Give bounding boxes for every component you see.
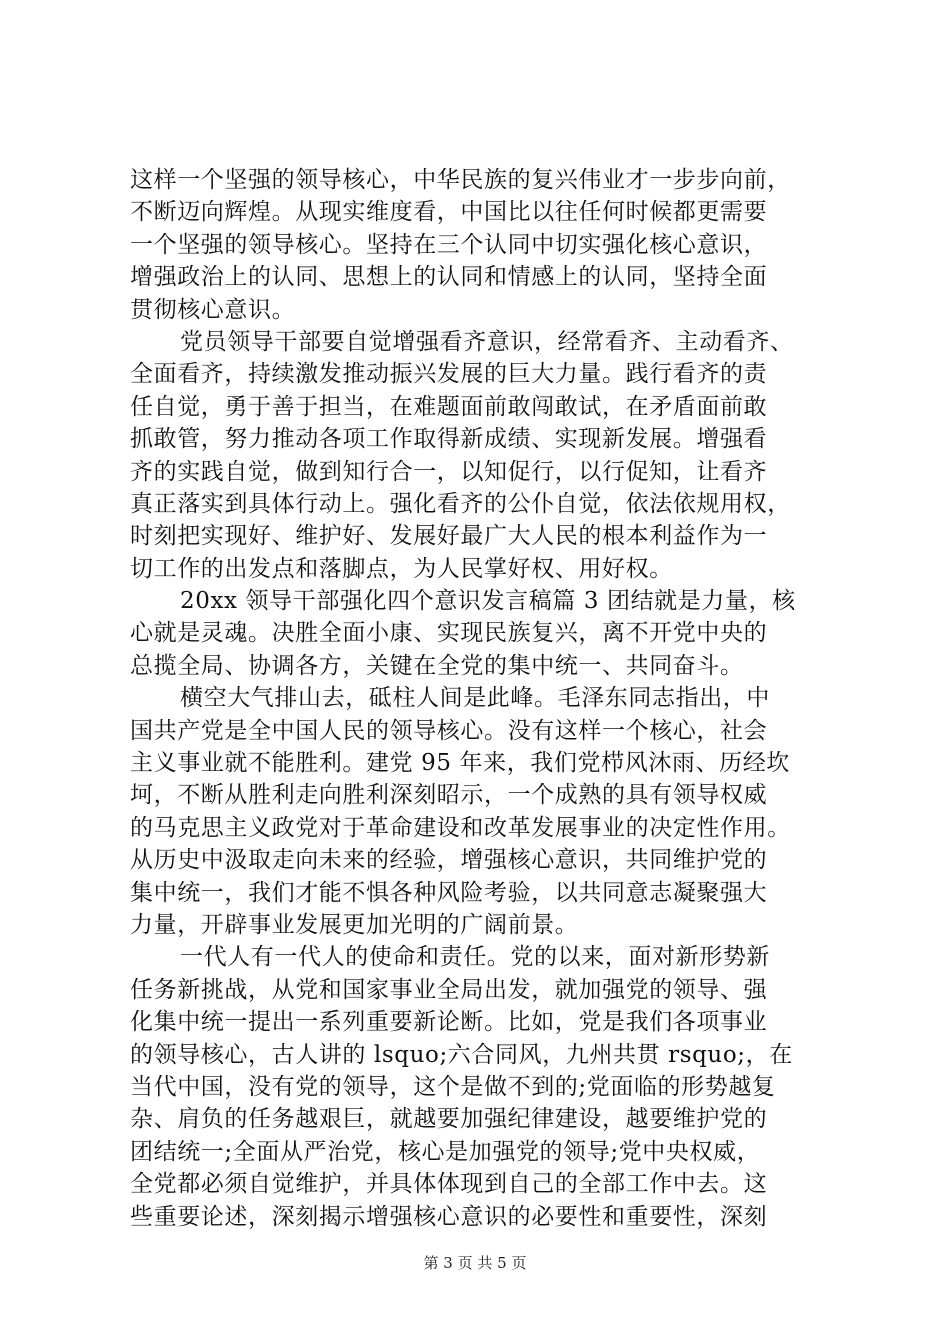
page-footer: 第 3 页 共 5 页: [423, 1254, 527, 1272]
text-line: 横空大气排山去，砥柱人间是此峰。毛泽东同志指出，中: [180, 685, 770, 712]
text-line: 时刻把实现好、维护好、发展好最广大人民的根本利益作为一: [130, 523, 768, 550]
text-line: 增强政治上的认同、思想上的认同和情感上的认同，坚持全面: [130, 264, 768, 291]
text-line: 的领导核心，古人讲的 lsquo;六合同风，九州共贯 rsquo;，在: [130, 1041, 793, 1068]
text-line: 当代中国，没有党的领导，这个是做不到的;党面临的形势越复: [130, 1073, 776, 1100]
text-line: 贯彻核心意识。: [130, 296, 296, 323]
text-line: 一个坚强的领导核心。坚持在三个认同中切实强化核心意识，: [130, 231, 768, 258]
text-line: 团结统一;全面从严治党，核心是加强党的领导;党中央权威，: [130, 1138, 761, 1165]
text-line: 心就是灵魂。决胜全面小康、实现民族复兴，离不开党中央的: [130, 620, 768, 647]
text-line: 全面看齐，持续激发推动振兴发展的巨大力量。践行看齐的责: [130, 361, 768, 388]
text-line: 齐的实践自觉，做到知行合一，以知促行，以行促知，让看齐: [130, 458, 768, 485]
text-line: 党员领导干部要自觉增强看齐意识，经常看齐、主动看齐、: [180, 328, 794, 355]
text-line: 任务新挑战，从党和国家事业全局出发，就加强党的领导、强: [130, 976, 768, 1003]
text-line: 力量，开辟事业发展更加光明的广阔前景。: [130, 911, 579, 938]
text-line: 切工作的出发点和落脚点，为人民掌好权、用好权。: [130, 555, 673, 582]
text-line: 化集中统一提出一系列重要新论断。比如，党是我们各项事业: [130, 1009, 768, 1036]
text-line: 国共产党是全中国人民的领导核心。没有这样一个核心，社会: [130, 717, 768, 744]
text-line: 全党都必须自觉维护，并具体体现到自己的全部工作中去。这: [130, 1171, 768, 1198]
text-line: 的马克思主义政党对于革命建设和改革发展事业的决定性作用。: [130, 814, 791, 841]
text-line: 20xx 领导干部强化四个意识发言稿篇 3 团结就是力量，核: [180, 588, 796, 615]
text-line: 抓敢管，努力推动各项工作取得新成绩、实现新发展。增强看: [130, 426, 768, 453]
text-line: 集中统一，我们才能不惧各种风险考验，以共同意志凝聚强大: [130, 879, 768, 906]
text-line: 真正落实到具体行动上。强化看齐的公仆自觉，依法依规用权，: [130, 490, 791, 517]
text-line: 坷，不断从胜利走向胜利深刻昭示，一个成熟的具有领导权威: [130, 782, 768, 809]
text-line: 从历史中汲取走向未来的经验，增强核心意识，共同维护党的: [130, 847, 768, 874]
text-line: 主义事业就不能胜利。建党 95 年来，我们党栉风沐雨、历经坎: [130, 750, 790, 777]
text-line: 一代人有一代人的使命和责任。党的以来，面对新形势新: [180, 944, 770, 971]
text-line: 些重要论述，深刻揭示增强核心意识的必要性和重要性，深刻: [130, 1203, 768, 1230]
text-line: 任自觉，勇于善于担当，在难题面前敢闯敢试，在矛盾面前敢: [130, 393, 768, 420]
text-line: 不断迈向辉煌。从现实维度看，中国比以往任何时候都更需要: [130, 199, 768, 226]
text-line: 杂、肩负的任务越艰巨，就越要加强纪律建设，越要维护党的: [130, 1106, 768, 1133]
text-line: 总揽全局、协调各方，关键在全党的集中统一、共同奋斗。: [130, 652, 744, 679]
text-line: 这样一个坚强的领导核心，中华民族的复兴伟业才一步步向前，: [130, 167, 791, 193]
document-body: [130, 164, 830, 1233]
